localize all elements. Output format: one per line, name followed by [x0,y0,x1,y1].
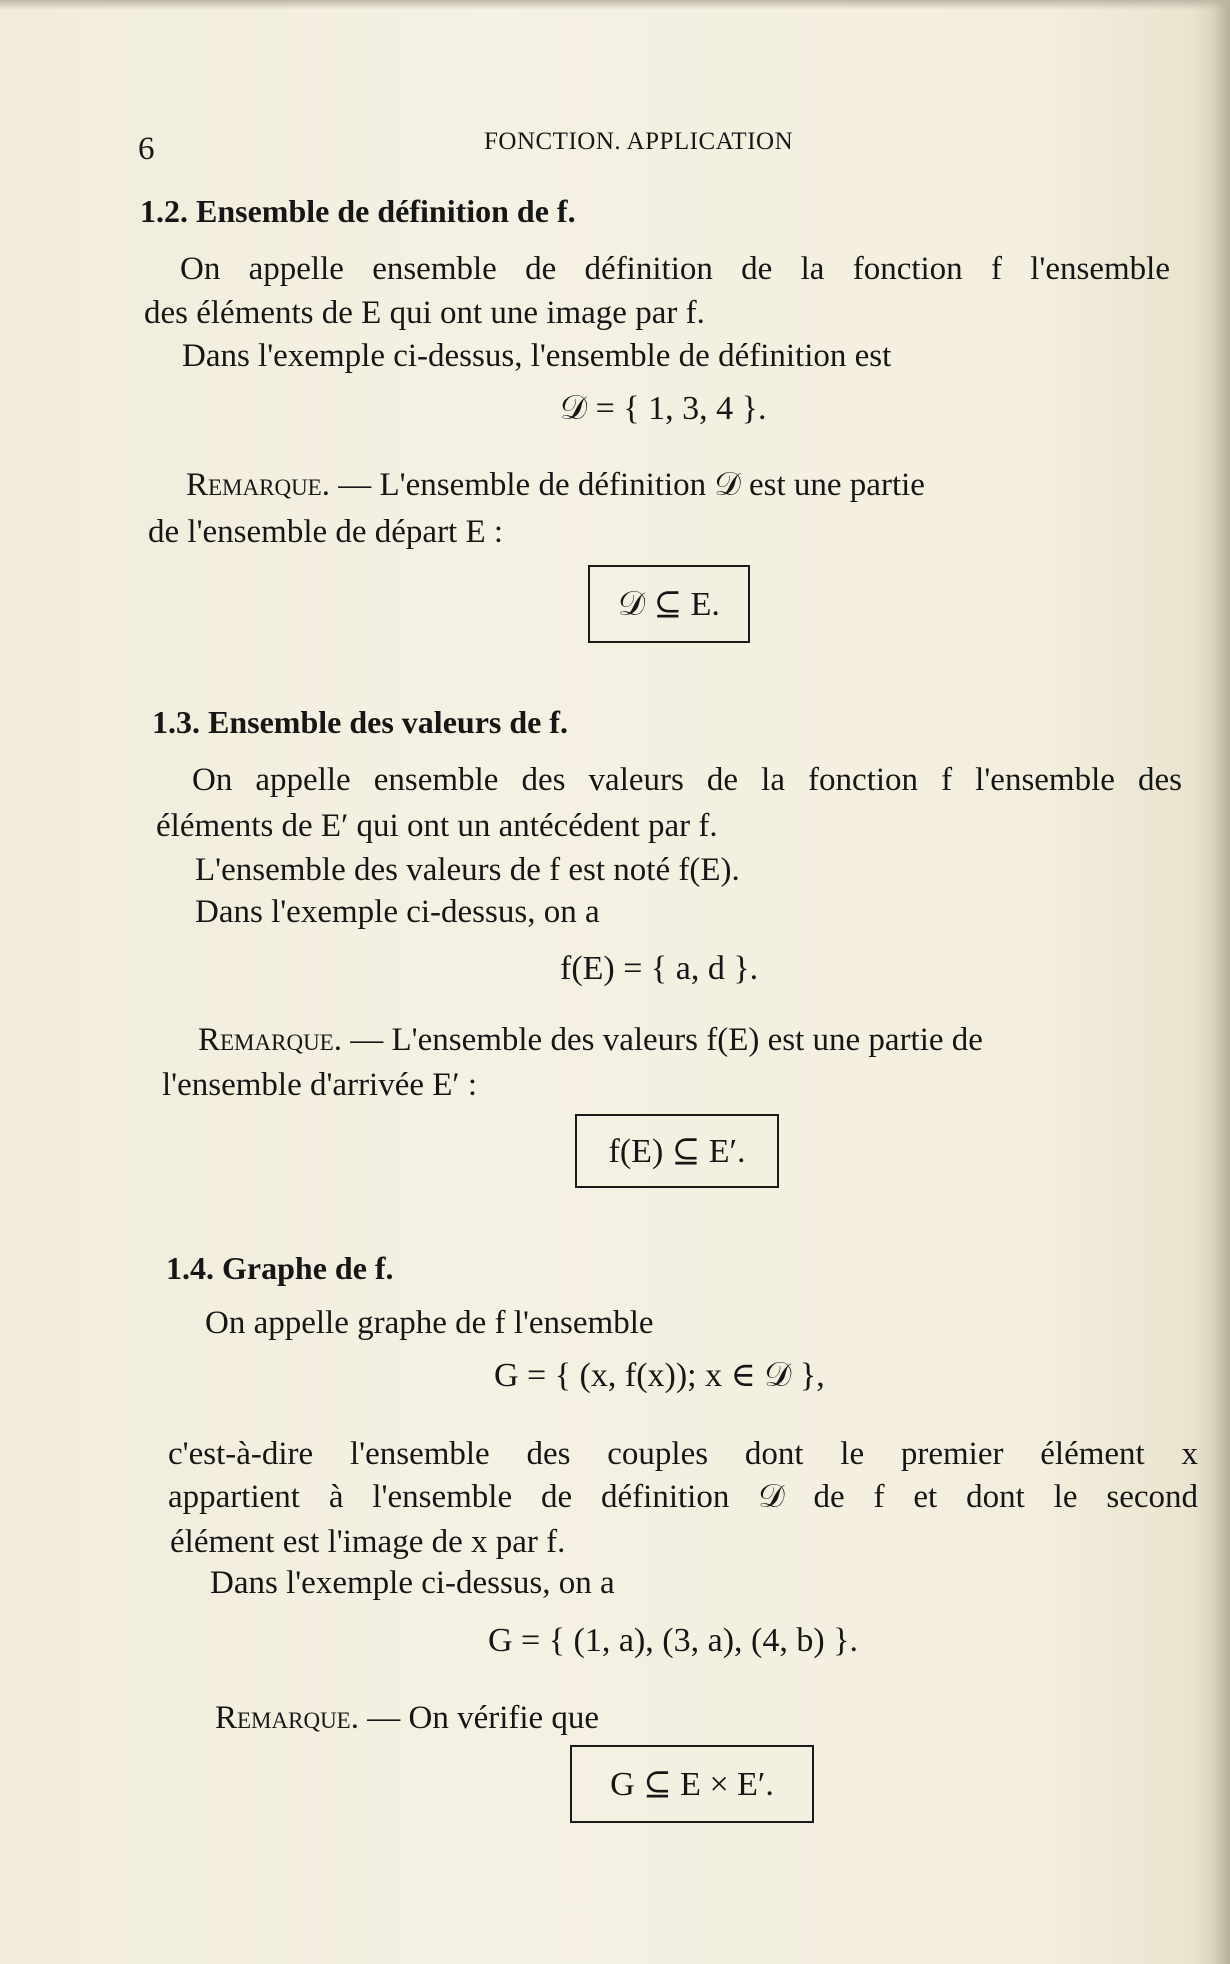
page-number: 6 [138,131,155,167]
example-intro: Dans l'exemple ci-dessus, on a [210,1565,615,1601]
definition-line: On appelle ensemble de définition de la fonction f l'ensemble [180,251,1170,287]
definition-line: éléments de E′ qui ont un antécédent par f. [156,808,718,844]
definition-formula: G = { (x, f(x)); x ∈ 𝒟 }, [494,1357,825,1394]
section-heading-1-4: 1.4. Graphe de f. [166,1250,394,1286]
definition-line: On appelle ensemble des valeurs de la fonction f l'ensemble des [192,762,1182,798]
definition-line: On appelle graphe de f l'ensemble [205,1305,654,1341]
remark-text: de l'ensemble de départ E : [148,514,504,550]
section-heading-1-3: 1.3. Ensemble des valeurs de f. [152,704,568,740]
running-title: FONCTION. APPLICATION [484,128,794,155]
remark-label: Remarque. [186,467,330,503]
definition-line: des éléments de E qui ont une image par f. [144,295,705,331]
remark-text: — On vérifie que [367,1700,600,1736]
boxed-formula: f(E) ⊆ E′. [575,1114,779,1188]
example-formula: f(E) = { a, d }. [560,950,759,987]
running-header [138,125,1138,165]
page-right-edge [1214,0,1230,1964]
boxed-formula: G ⊆ E × E′. [570,1745,814,1823]
remark-label: Remarque. [198,1022,342,1058]
remark-text: l'ensemble d'arrivée E′ : [162,1067,478,1103]
boxed-formula: 𝒟 ⊆ E. [588,565,750,643]
remark-label: Remarque. [215,1700,359,1736]
example-formula: 𝒟 = { 1, 3, 4 }. [560,390,767,427]
explain-line: c'est-à-dire l'ensemble des couples dont le premier élément x [168,1436,1198,1472]
section-heading-1-2: 1.2. Ensemble de définition de f. [140,193,576,229]
example-intro: Dans l'exemple ci-dessus, on a [195,894,600,930]
note-line: L'ensemble des valeurs de f est noté f(E). [195,852,740,888]
remark-text: — L'ensemble des valeurs f(E) est une partie de [350,1022,983,1058]
explain-line: appartient à l'ensemble de définition 𝒟 de f et dont le second [168,1479,1198,1515]
remark-text: — L'ensemble de définition 𝒟 est une partie [338,467,925,503]
example-intro: Dans l'exemple ci-dessus, l'ensemble de définition est [182,338,892,374]
page-top-shadow [0,0,1230,10]
example-formula: G = { (1, a), (3, a), (4, b) }. [488,1622,858,1659]
explain-line: élément est l'image de x par f. [170,1524,566,1560]
